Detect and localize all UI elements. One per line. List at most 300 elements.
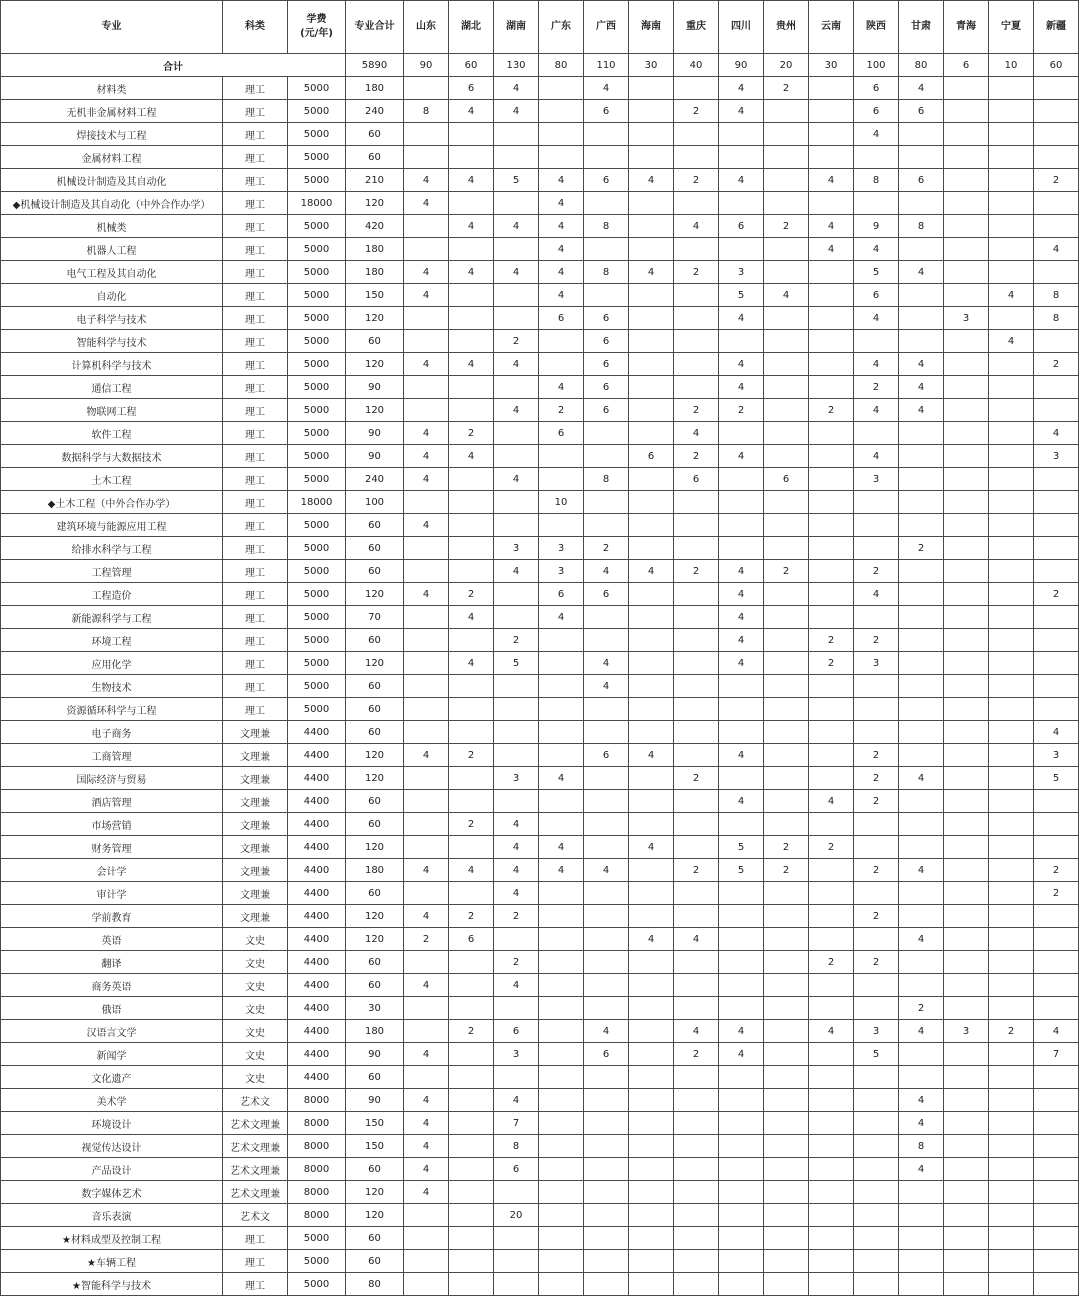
province-count-cell: [539, 353, 584, 376]
header-fee: [288, 1, 346, 54]
category-cell: 理工: [223, 169, 288, 192]
category-cell: 理工: [223, 77, 288, 100]
province-count-cell: [1034, 675, 1079, 698]
province-count-cell: [899, 1273, 944, 1296]
province-count-cell: 4: [899, 1089, 944, 1112]
province-count-cell: [944, 1204, 989, 1227]
table-row: [1, 836, 1079, 859]
province-count-cell: [584, 767, 629, 790]
province-count-cell: [539, 882, 584, 905]
table-row: [1, 974, 1079, 997]
subtotal-cell: 180: [346, 77, 404, 100]
total-sum: 5890: [346, 54, 404, 77]
major-cell: 汉语言文学: [1, 1020, 223, 1043]
province-count-cell: [404, 560, 449, 583]
province-count-cell: [854, 836, 899, 859]
category-cell: 理工: [223, 1273, 288, 1296]
province-count-cell: [944, 1250, 989, 1273]
province-count-cell: [629, 1250, 674, 1273]
province-count-cell: 6: [584, 399, 629, 422]
province-count-cell: [539, 997, 584, 1020]
province-count-cell: 4: [404, 744, 449, 767]
province-count-cell: 4: [719, 583, 764, 606]
province-count-cell: [1034, 376, 1079, 399]
province-count-cell: [539, 1158, 584, 1181]
province-count-cell: 2: [1034, 882, 1079, 905]
province-count-cell: [719, 1273, 764, 1296]
province-count-cell: [854, 146, 899, 169]
category-cell: 文史: [223, 1066, 288, 1089]
province-count-cell: [494, 928, 539, 951]
total-province-cell: 90: [404, 54, 449, 77]
province-count-cell: 4: [539, 836, 584, 859]
province-count-cell: [944, 813, 989, 836]
province-count-cell: [404, 238, 449, 261]
province-count-cell: 4: [584, 652, 629, 675]
province-count-cell: [764, 583, 809, 606]
province-count-cell: [449, 284, 494, 307]
province-count-cell: [764, 698, 809, 721]
province-count-cell: 4: [809, 1020, 854, 1043]
major-cell: 电子科学与技术: [1, 307, 223, 330]
province-count-cell: [1034, 606, 1079, 629]
major-cell: 机械类: [1, 215, 223, 238]
province-count-cell: [899, 721, 944, 744]
major-cell: 给排水科学与工程: [1, 537, 223, 560]
province-count-cell: [629, 951, 674, 974]
province-count-cell: [494, 514, 539, 537]
province-count-cell: 2: [764, 836, 809, 859]
table-row: [1, 399, 1079, 422]
table-row: [1, 77, 1079, 100]
province-count-cell: [1034, 1135, 1079, 1158]
province-count-cell: [494, 376, 539, 399]
province-count-cell: [629, 307, 674, 330]
fee-cell: 5000: [288, 353, 346, 376]
province-count-cell: [764, 813, 809, 836]
province-count-cell: [494, 721, 539, 744]
major-cell: ◆机械设计制造及其自动化（中外合作办学）: [1, 192, 223, 215]
province-count-cell: [719, 514, 764, 537]
province-count-cell: [809, 330, 854, 353]
province-count-cell: [449, 399, 494, 422]
category-cell: 文史: [223, 1043, 288, 1066]
province-count-cell: [719, 1227, 764, 1250]
province-count-cell: [494, 1227, 539, 1250]
fee-cell: 5000: [288, 77, 346, 100]
province-count-cell: [674, 330, 719, 353]
province-count-cell: [584, 790, 629, 813]
fee-cell: 4400: [288, 790, 346, 813]
province-count-cell: [719, 882, 764, 905]
province-count-cell: [629, 606, 674, 629]
province-count-cell: [1034, 77, 1079, 100]
province-count-cell: [764, 514, 809, 537]
province-count-cell: [449, 951, 494, 974]
province-count-cell: [989, 1250, 1034, 1273]
province-count-cell: [674, 1250, 719, 1273]
table-row: [1, 537, 1079, 560]
province-count-cell: [899, 583, 944, 606]
category-cell: 理工: [223, 698, 288, 721]
fee-cell: 5000: [288, 123, 346, 146]
province-count-cell: [404, 146, 449, 169]
province-count-cell: [629, 353, 674, 376]
category-cell: 理工: [223, 307, 288, 330]
major-cell: 智能科学与技术: [1, 330, 223, 353]
province-count-cell: [449, 146, 494, 169]
province-count-cell: [944, 652, 989, 675]
table-row: [1, 1043, 1079, 1066]
province-count-cell: [539, 445, 584, 468]
header-province: 湖北: [449, 1, 494, 54]
province-count-cell: [989, 1204, 1034, 1227]
province-count-cell: [404, 330, 449, 353]
province-count-cell: [449, 1181, 494, 1204]
header-row: [1, 1, 1079, 54]
province-count-cell: 4: [449, 606, 494, 629]
province-count-cell: [584, 238, 629, 261]
province-count-cell: [809, 928, 854, 951]
province-count-cell: [1034, 330, 1079, 353]
province-count-cell: 2: [449, 1020, 494, 1043]
province-count-cell: [449, 123, 494, 146]
province-count-cell: [944, 606, 989, 629]
province-count-cell: [944, 629, 989, 652]
province-count-cell: [809, 1135, 854, 1158]
province-count-cell: 4: [899, 261, 944, 284]
province-count-cell: [899, 974, 944, 997]
province-count-cell: [899, 652, 944, 675]
province-count-cell: [674, 376, 719, 399]
province-count-cell: [764, 928, 809, 951]
province-count-cell: 4: [899, 399, 944, 422]
province-count-cell: 6: [764, 468, 809, 491]
province-count-cell: [719, 192, 764, 215]
province-count-cell: 4: [674, 1020, 719, 1043]
province-count-cell: 2: [854, 905, 899, 928]
province-count-cell: [674, 146, 719, 169]
subtotal-cell: 120: [346, 905, 404, 928]
province-count-cell: [1034, 629, 1079, 652]
province-count-cell: [629, 1204, 674, 1227]
province-count-cell: [899, 698, 944, 721]
province-count-cell: [809, 1158, 854, 1181]
province-count-cell: [629, 859, 674, 882]
province-count-cell: [674, 790, 719, 813]
province-count-cell: [854, 514, 899, 537]
province-count-cell: [449, 1043, 494, 1066]
province-count-cell: [719, 767, 764, 790]
province-count-cell: 4: [404, 905, 449, 928]
province-count-cell: [539, 744, 584, 767]
province-count-cell: 4: [719, 1020, 764, 1043]
fee-cell: 5000: [288, 606, 346, 629]
province-count-cell: 4: [899, 928, 944, 951]
province-count-cell: [989, 767, 1034, 790]
province-count-cell: 4: [494, 100, 539, 123]
subtotal-cell: 60: [346, 514, 404, 537]
province-count-cell: [584, 606, 629, 629]
province-count-cell: [1034, 1112, 1079, 1135]
province-count-cell: [854, 1112, 899, 1135]
fee-cell: 8000: [288, 1112, 346, 1135]
province-count-cell: [944, 1181, 989, 1204]
province-count-cell: 2: [1034, 859, 1079, 882]
province-count-cell: 4: [899, 353, 944, 376]
province-count-cell: 4: [809, 215, 854, 238]
province-count-cell: [719, 1135, 764, 1158]
province-count-cell: [764, 491, 809, 514]
province-count-cell: 4: [899, 376, 944, 399]
header-category: 科类: [223, 1, 288, 54]
major-cell: 新闻学: [1, 1043, 223, 1066]
province-count-cell: 6: [899, 100, 944, 123]
province-count-cell: 4: [719, 560, 764, 583]
province-count-cell: [539, 1227, 584, 1250]
fee-cell: 5000: [288, 422, 346, 445]
province-count-cell: [854, 1135, 899, 1158]
province-count-cell: [899, 514, 944, 537]
province-count-cell: [989, 698, 1034, 721]
province-count-cell: [854, 997, 899, 1020]
province-count-cell: 4: [494, 813, 539, 836]
province-count-cell: [629, 215, 674, 238]
province-count-cell: [764, 882, 809, 905]
province-count-cell: [539, 1043, 584, 1066]
category-cell: 理工: [223, 491, 288, 514]
province-count-cell: 4: [449, 100, 494, 123]
province-count-cell: [809, 767, 854, 790]
table-row: [1, 1135, 1079, 1158]
province-count-cell: [584, 445, 629, 468]
province-count-cell: [899, 675, 944, 698]
header-province: 云南: [809, 1, 854, 54]
province-count-cell: [764, 169, 809, 192]
province-count-cell: 2: [1034, 169, 1079, 192]
province-count-cell: [854, 1250, 899, 1273]
major-cell: ★车辆工程: [1, 1250, 223, 1273]
province-count-cell: 4: [1034, 422, 1079, 445]
province-count-cell: [944, 100, 989, 123]
province-count-cell: [719, 905, 764, 928]
fee-cell: 5000: [288, 629, 346, 652]
province-count-cell: [989, 261, 1034, 284]
province-count-cell: [494, 606, 539, 629]
province-count-cell: [449, 1135, 494, 1158]
table-row: [1, 790, 1079, 813]
category-cell: 理工: [223, 583, 288, 606]
table-row: [1, 744, 1079, 767]
province-count-cell: [629, 813, 674, 836]
province-count-cell: [809, 905, 854, 928]
subtotal-cell: 120: [346, 353, 404, 376]
table-row: [1, 997, 1079, 1020]
province-count-cell: 2: [854, 767, 899, 790]
province-count-cell: [719, 330, 764, 353]
province-count-cell: [764, 422, 809, 445]
province-count-cell: [989, 215, 1034, 238]
province-count-cell: [629, 974, 674, 997]
province-count-cell: [404, 307, 449, 330]
province-count-cell: 2: [1034, 583, 1079, 606]
fee-cell: 4400: [288, 974, 346, 997]
province-count-cell: [944, 675, 989, 698]
table-row: [1, 951, 1079, 974]
table-row: [1, 928, 1079, 951]
category-cell: 理工: [223, 468, 288, 491]
province-count-cell: 4: [404, 583, 449, 606]
province-count-cell: [1034, 1158, 1079, 1181]
province-count-cell: [989, 1112, 1034, 1135]
major-cell: 国际经济与贸易: [1, 767, 223, 790]
table-row: [1, 606, 1079, 629]
category-cell: 理工: [223, 1227, 288, 1250]
header-province: 山东: [404, 1, 449, 54]
province-count-cell: 6: [584, 376, 629, 399]
province-count-cell: 2: [449, 813, 494, 836]
province-count-cell: [629, 1227, 674, 1250]
category-cell: 理工: [223, 399, 288, 422]
major-cell: 英语: [1, 928, 223, 951]
major-cell: 软件工程: [1, 422, 223, 445]
subtotal-cell: 90: [346, 445, 404, 468]
province-count-cell: [1034, 491, 1079, 514]
province-count-cell: [404, 1020, 449, 1043]
province-count-cell: [944, 77, 989, 100]
province-count-cell: [989, 997, 1034, 1020]
province-count-cell: [674, 951, 719, 974]
province-count-cell: [629, 1066, 674, 1089]
table-row: [1, 215, 1079, 238]
major-cell: 焊接技术与工程: [1, 123, 223, 146]
province-count-cell: [539, 629, 584, 652]
province-count-cell: 2: [764, 77, 809, 100]
province-count-cell: [944, 560, 989, 583]
province-count-cell: [584, 629, 629, 652]
category-cell: 理工: [223, 238, 288, 261]
province-count-cell: [584, 1204, 629, 1227]
category-cell: 文史: [223, 997, 288, 1020]
province-count-cell: [539, 123, 584, 146]
subtotal-cell: 80: [346, 1273, 404, 1296]
province-count-cell: [764, 376, 809, 399]
province-count-cell: [719, 928, 764, 951]
province-count-cell: [449, 1066, 494, 1089]
province-count-cell: [404, 1204, 449, 1227]
subtotal-cell: 180: [346, 238, 404, 261]
category-cell: 理工: [223, 675, 288, 698]
province-count-cell: 4: [584, 1020, 629, 1043]
province-count-cell: [1034, 813, 1079, 836]
province-count-cell: [989, 790, 1034, 813]
table-row: [1, 169, 1079, 192]
province-count-cell: [674, 606, 719, 629]
province-count-cell: [764, 1135, 809, 1158]
major-cell: 资源循环科学与工程: [1, 698, 223, 721]
province-count-cell: [764, 951, 809, 974]
province-count-cell: [584, 192, 629, 215]
province-count-cell: [674, 284, 719, 307]
category-cell: 理工: [223, 261, 288, 284]
province-count-cell: 4: [404, 514, 449, 537]
province-count-cell: [944, 146, 989, 169]
province-count-cell: [944, 215, 989, 238]
province-count-cell: 4: [539, 238, 584, 261]
major-cell: 俄语: [1, 997, 223, 1020]
province-count-cell: [539, 77, 584, 100]
province-count-cell: [539, 1181, 584, 1204]
province-count-cell: [1034, 790, 1079, 813]
fee-cell: 8000: [288, 1181, 346, 1204]
province-count-cell: [719, 146, 764, 169]
major-cell: 生物技术: [1, 675, 223, 698]
province-count-cell: 8: [584, 261, 629, 284]
province-count-cell: [494, 284, 539, 307]
province-count-cell: 6: [854, 100, 899, 123]
province-count-cell: 2: [809, 652, 854, 675]
header-province: 四川: [719, 1, 764, 54]
province-count-cell: [764, 744, 809, 767]
province-count-cell: 4: [899, 77, 944, 100]
province-count-cell: 2: [719, 399, 764, 422]
province-count-cell: [449, 1227, 494, 1250]
category-cell: 文理兼: [223, 767, 288, 790]
province-count-cell: [494, 445, 539, 468]
province-count-cell: 4: [899, 767, 944, 790]
subtotal-cell: 100: [346, 491, 404, 514]
total-province-cell: 6: [944, 54, 989, 77]
header-province: 宁夏: [989, 1, 1034, 54]
province-count-cell: [674, 77, 719, 100]
province-count-cell: [629, 882, 674, 905]
province-count-cell: [404, 399, 449, 422]
province-count-cell: [629, 376, 674, 399]
province-count-cell: 4: [494, 261, 539, 284]
fee-cell: 5000: [288, 146, 346, 169]
province-count-cell: [719, 1250, 764, 1273]
province-count-cell: 4: [539, 859, 584, 882]
province-count-cell: [944, 261, 989, 284]
table-row: [1, 514, 1079, 537]
province-count-cell: [674, 974, 719, 997]
province-count-cell: [404, 882, 449, 905]
province-count-cell: [719, 1066, 764, 1089]
province-count-cell: [899, 307, 944, 330]
fee-cell: 4400: [288, 813, 346, 836]
province-count-cell: [944, 882, 989, 905]
province-count-cell: [629, 238, 674, 261]
subtotal-cell: 240: [346, 468, 404, 491]
province-count-cell: 5: [1034, 767, 1079, 790]
province-count-cell: 5: [494, 169, 539, 192]
header-subtotal: 专业合计: [346, 1, 404, 54]
province-count-cell: [1034, 468, 1079, 491]
province-count-cell: 4: [584, 560, 629, 583]
province-count-cell: [404, 376, 449, 399]
province-count-cell: [1034, 1181, 1079, 1204]
province-count-cell: [809, 353, 854, 376]
table-row: [1, 1273, 1079, 1296]
province-count-cell: 4: [539, 376, 584, 399]
province-count-cell: [809, 1043, 854, 1066]
province-count-cell: [629, 721, 674, 744]
subtotal-cell: 60: [346, 123, 404, 146]
province-count-cell: 6: [719, 215, 764, 238]
category-cell: 理工: [223, 146, 288, 169]
province-count-cell: [404, 537, 449, 560]
province-count-cell: 6: [584, 1043, 629, 1066]
